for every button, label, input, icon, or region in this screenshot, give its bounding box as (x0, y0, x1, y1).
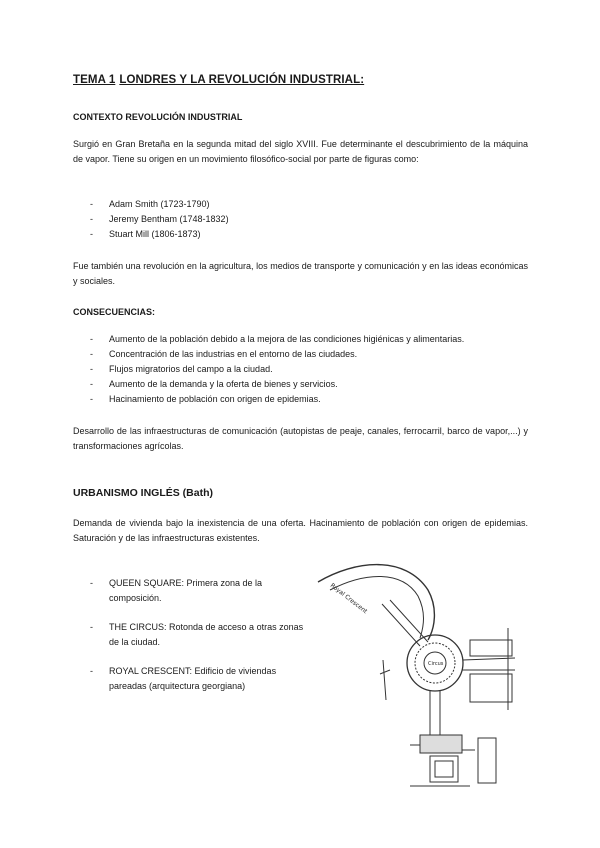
title-text: LONDRES Y LA REVOLUCIÓN INDUSTRIAL: (119, 74, 365, 86)
queen-block-top (420, 735, 462, 753)
list-item: - Flujos migratorios del campo a la ciudad. (73, 362, 543, 377)
map-label-crescent: Royal Crescent (328, 582, 369, 616)
list-item: - ROYAL CRESCENT: Edificio de viviendas pareadas (arquitectura georgiana) (73, 664, 308, 694)
royal-crescent-inner (330, 576, 424, 638)
figures-list (73, 197, 229, 242)
queen-east-block (478, 738, 496, 783)
list-item: - Jeremy Bentham (1748-1832) (73, 212, 229, 227)
bath-plan-map (310, 560, 530, 792)
list-item: - Aumento de la demanda y la oferta de bienes y servicios. (73, 377, 543, 392)
list-item: - Aumento de la población debido a la mejora de las condiciones higiénicas y alimentarias. (73, 332, 543, 347)
list-item: - Adam Smith (1723-1790) (73, 197, 229, 212)
map-label-circus: Circus (428, 661, 444, 667)
royal-crescent-outer (318, 565, 434, 640)
contexto-paragraph-1: Surgió en Gran Bretaña en la segunda mitad del siglo XVIII. Fue determinante el descubrimiento de la máquina de vapor. Tiene su origen en un movimiento filosófico-social por parte de figuras como: (73, 139, 528, 164)
tema-label: TEMA 1 (73, 74, 116, 86)
list-item: - Concentración de las industrias en el entorno de las ciudades. (73, 347, 543, 362)
bath-list (73, 576, 308, 708)
list-item: - Stuart Mill (1806-1873) (73, 227, 229, 242)
page-title (73, 74, 368, 86)
consecuencias-heading: CONSECUENCIAS: (73, 307, 156, 317)
queen-square (430, 756, 458, 782)
contexto-paragraph-2: Fue también una revolución en la agricultura, los medios de transporte y comunicación y en las ideas económicas y sociales. (73, 261, 528, 286)
list-item: - THE CIRCUS: Rotonda de acceso a otras zonas de la ciudad. (73, 620, 308, 650)
east-road (462, 658, 515, 670)
list-item: - QUEEN SQUARE: Primera zona de la composición. (73, 576, 308, 606)
north-arrow (380, 660, 390, 700)
contexto-heading: CONTEXTO REVOLUCIÓN INDUSTRIAL (73, 112, 243, 122)
consecuencias-list (73, 332, 543, 407)
queen-square-inner (435, 761, 453, 777)
east-block (470, 674, 512, 702)
urbanismo-paragraph: Demanda de vivienda bajo la inexistencia de una oferta. Hacinamiento de población con origen de epidemias. Saturación y de las infraestructuras existentes. (73, 518, 528, 543)
consecuencias-paragraph: Desarrollo de las infraestructuras de comunicación (autopistas de peaje, canales, ferrocarril, barco de vapor,...) y transformaciones agrícolas. (73, 426, 528, 451)
list-item: - Hacinamiento de población con origen de epidemias. (73, 392, 543, 407)
urbanismo-heading: URBANISMO INGLÉS (Bath) (73, 487, 213, 499)
assembly-block (470, 640, 512, 656)
